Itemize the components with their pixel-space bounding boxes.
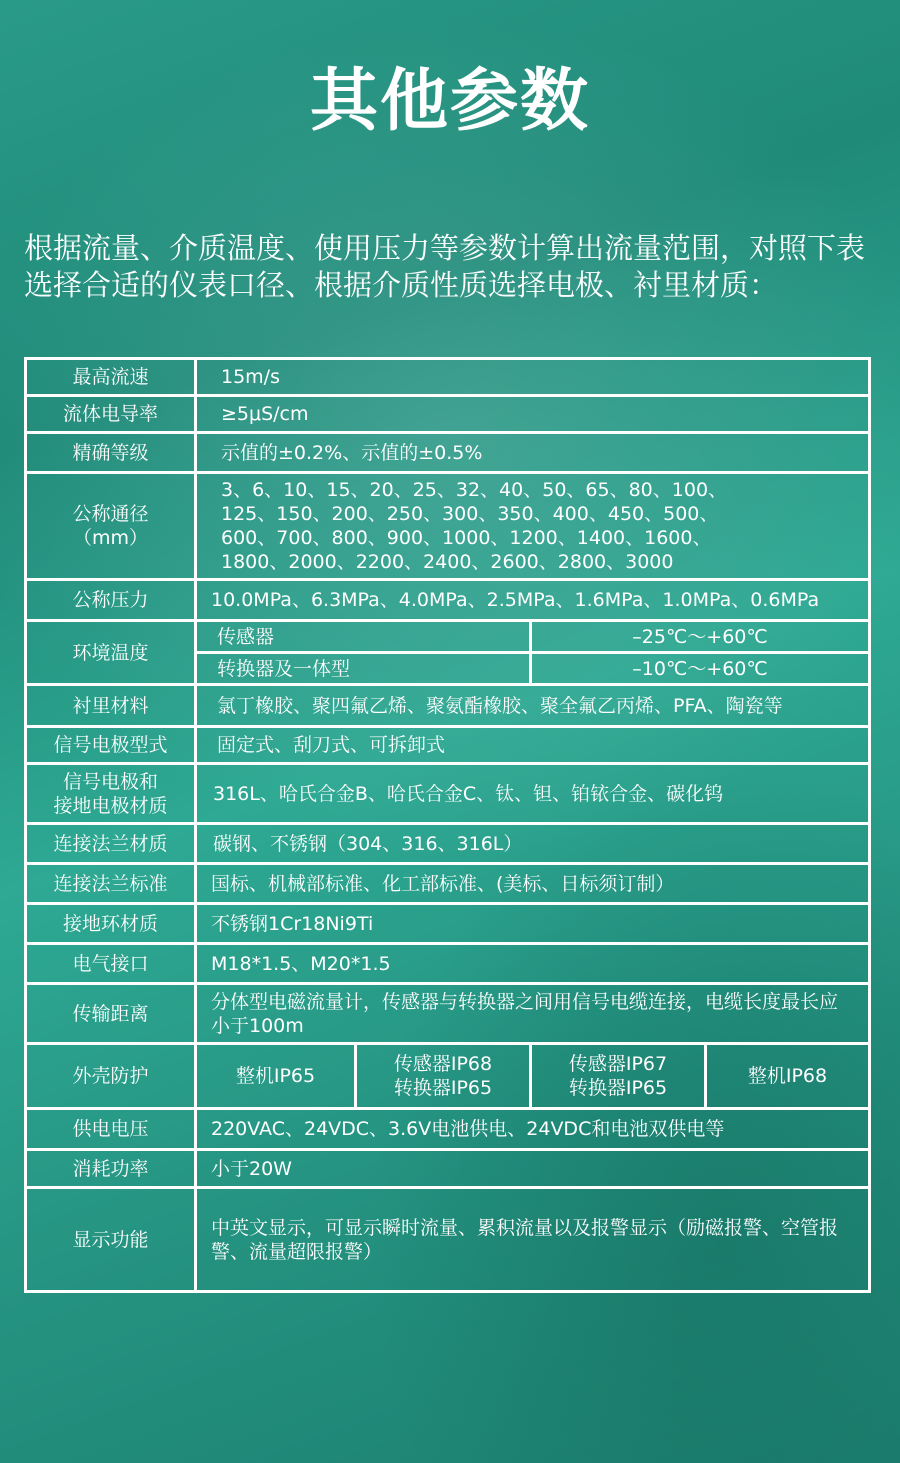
table-row [26,1188,870,1292]
row-label: 消耗功率 [26,1150,196,1188]
row-label: 连接法兰材质 [26,824,196,864]
diameter-line: 1800、2000、2200、2400、2600、2800、3000 [221,551,674,573]
row-label: 环境温度 [26,621,196,685]
row-value: M18*1.5、M20*1.5 [196,944,870,984]
label-unit: （mm） [72,527,149,549]
enclosure-option [531,1044,706,1109]
table-row [26,1044,870,1109]
row-label [26,473,196,580]
diameter-line: 3、6、10、15、20、25、32、40、50、65、80、100、 [221,479,728,501]
label-line: 接地电极材质 [53,794,168,817]
enclosure-option: 整机IP65 [196,1044,356,1109]
table-row [26,904,870,944]
sub-value: –10℃～+60℃ [531,653,870,685]
row-value: 小于20W [196,1150,870,1188]
row-label: 供电电压 [26,1109,196,1150]
option-line: 转换器IP65 [393,1077,493,1099]
row-label: 连接法兰标准 [26,864,196,904]
option-line: 传感器IP67 [568,1053,668,1075]
table-row [26,1150,870,1188]
row-label: 最高流速 [26,359,196,396]
row-label: 显示功能 [26,1188,196,1292]
diameter-line: 600、700、800、900、1000、1200、1400、1600、 [221,527,712,549]
sub-label: 传感器 [196,621,531,653]
row-value: 10.0MPa、6.3MPa、4.0MPa、2.5MPa、1.6MPa、1.0MPa、0.6MPa [196,580,870,621]
option-line: 转换器IP65 [568,1077,668,1099]
table-row [26,984,870,1044]
option-line: 传感器IP68 [393,1053,493,1075]
row-value: 碳钢、不锈钢（304、316、316L） [196,824,870,864]
table-row [26,944,870,984]
table-row [26,864,870,904]
row-value: 固定式、刮刀式、可拆卸式 [196,727,870,764]
sub-label: 转换器及一体型 [196,653,531,685]
row-label: 公称压力 [26,580,196,621]
row-label: 电气接口 [26,944,196,984]
table-row [26,621,870,653]
row-label: 精确等级 [26,433,196,473]
row-label: 外壳防护 [26,1044,196,1109]
row-label: 传输距离 [26,984,196,1044]
table-row [26,580,870,621]
table-row [26,685,870,727]
page-title: 其他参数 [309,62,590,141]
row-value: 不锈钢1Cr18Ni9Ti [196,904,870,944]
row-value: 中英文显示，可显示瞬时流量、累积流量以及报警显示（励磁报警、空管报警、流量超限报警） [196,1188,870,1292]
diameter-line: 125、150、200、250、300、350、400、450、500、 [221,503,719,525]
row-label: 信号电极型式 [26,727,196,764]
row-value: 15m/s [196,359,870,396]
table-row [26,727,870,764]
table-row [26,473,870,580]
table-row [26,764,870,824]
row-label: 衬里材料 [26,685,196,727]
sub-value: –25℃～+60℃ [531,621,870,653]
table-row [26,824,870,864]
row-value: ≥5μS/cm [196,396,870,433]
row-value: 氯丁橡胶、聚四氟乙烯、聚氨酯橡胶、聚全氟乙丙烯、PFA、陶瓷等 [196,685,870,727]
intro-text: 根据流量、介质温度、使用压力等参数计算出流量范围，对照下表选择合适的仪表口径、根据介质性质选择电极、衬里材质： [24,231,866,302]
row-value: 316L、哈氏合金B、哈氏合金C、钛、钽、铂铱合金、碳化钨 [196,764,870,824]
table-row [26,359,870,396]
row-value: 示值的±0.2%、示值的±0.5% [196,433,870,473]
label-line: 公称通径 [72,503,149,525]
row-value: 分体型电磁流量计，传感器与转换器之间用信号电缆连接，电缆长度最长应小于100m [196,984,870,1044]
table-row [26,1109,870,1150]
row-label: 流体电导率 [26,396,196,433]
row-label: 接地环材质 [26,904,196,944]
row-value [196,473,870,580]
table-row [26,396,870,433]
enclosure-option [356,1044,531,1109]
row-value: 国标、机械部标准、化工部标准、(美标、日标须订制） [196,864,870,904]
row-label [26,764,196,824]
table-row [26,433,870,473]
enclosure-option: 整机IP68 [706,1044,870,1109]
row-value: 220VAC、24VDC、3.6V电池供电、24VDC和电池双供电等 [196,1109,870,1150]
spec-table [24,357,871,1293]
label-line: 信号电极和 [62,770,158,793]
